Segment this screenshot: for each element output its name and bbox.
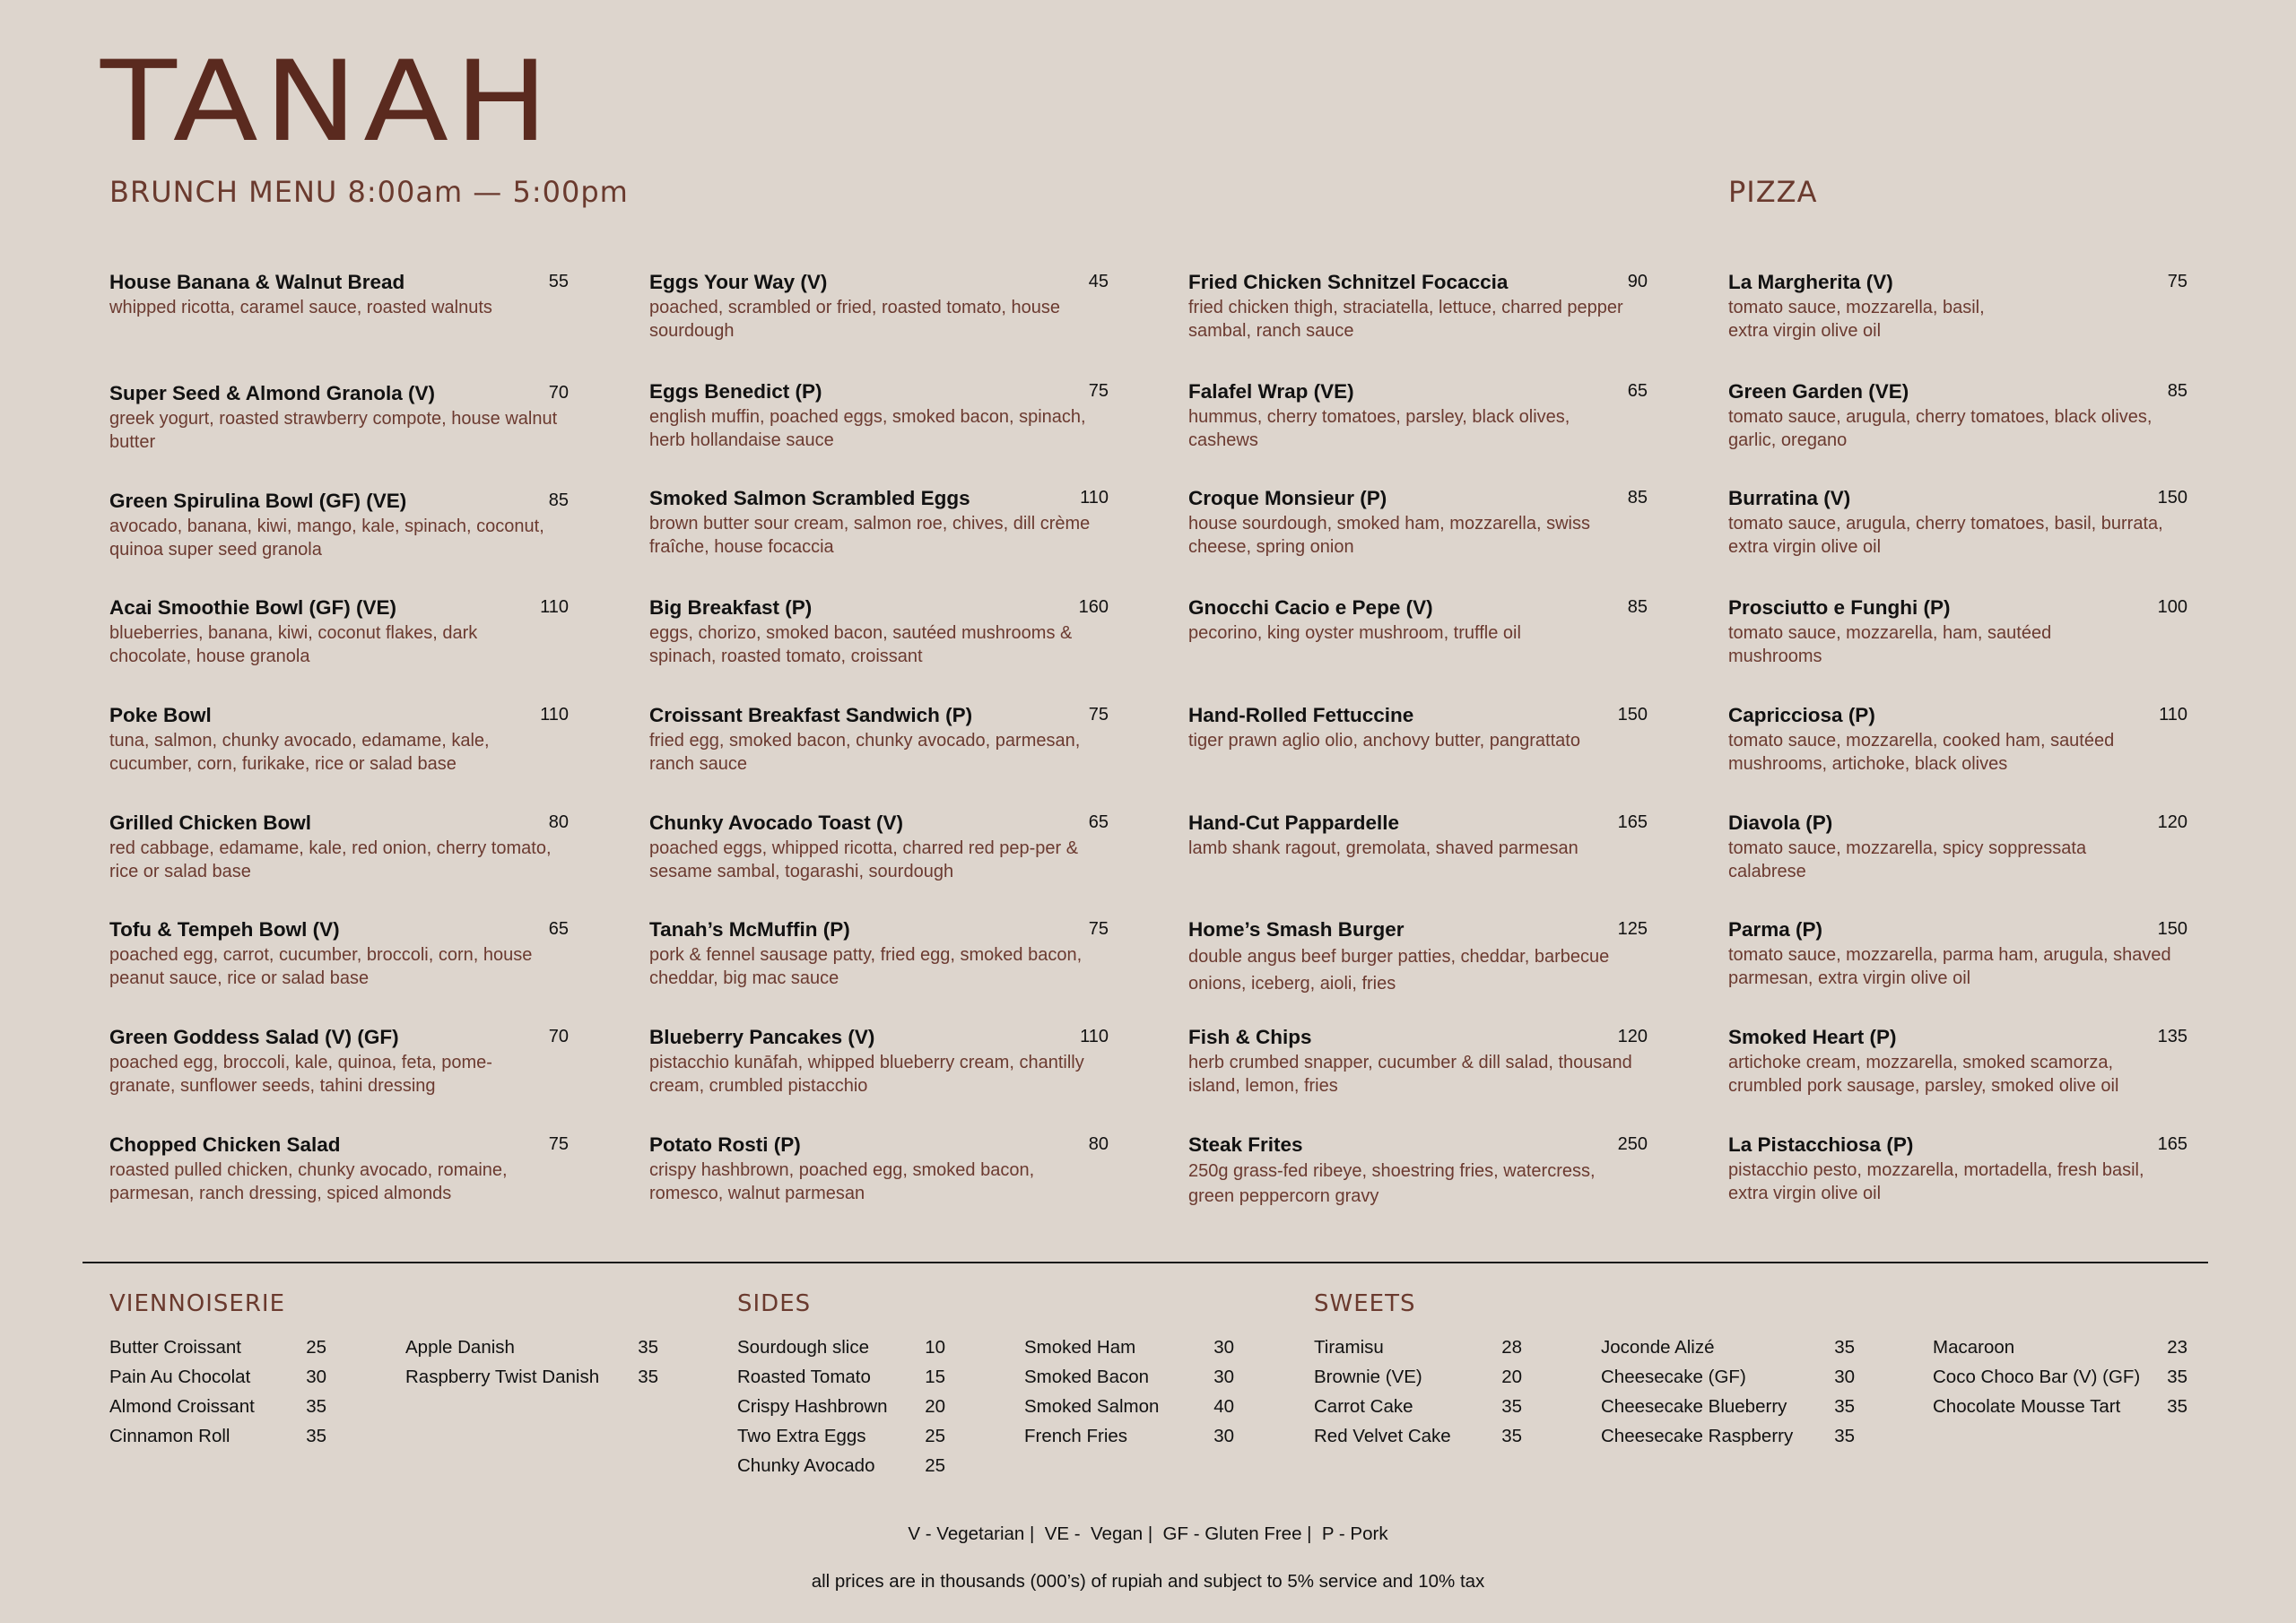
item-price: 150 [2157, 488, 2187, 508]
menu-item [1188, 916, 1648, 997]
list-item-name: Cheesecake (GF) [1601, 1367, 1746, 1387]
list-item-price: 15 [925, 1367, 945, 1387]
list-item [737, 1392, 945, 1421]
list-item-name: Smoked Bacon [1024, 1367, 1150, 1387]
menu-item [1728, 810, 2187, 883]
sweets-list-1 [1314, 1332, 1522, 1451]
item-price: 75 [1088, 919, 1109, 939]
brunch-menu-heading: BRUNCH MENU 8:00am — 5:00pm [109, 175, 629, 209]
list-item-price: 23 [2167, 1337, 2187, 1358]
list-item [1314, 1362, 1522, 1392]
menu-item [649, 702, 1109, 776]
item-description: pecorino, king oyster mushroom, truffle oil [1188, 623, 1521, 643]
item-name: Tanah’s McMuffin (P) [649, 918, 850, 941]
list-item [1601, 1332, 1855, 1362]
menu-item [1728, 378, 2187, 452]
item-name: Home’s Smash Burger [1188, 918, 1405, 941]
list-item-price: 25 [925, 1455, 945, 1476]
item-description: pork & fennel sausage patty, fried egg, smoked bacon, cheddar, big mac sauce [649, 945, 1083, 988]
list-item-price: 10 [925, 1337, 945, 1358]
menu-item [1728, 269, 2187, 343]
list-item-price: 35 [638, 1367, 658, 1387]
item-description: crispy hashbrown, poached egg, smoked bacon, romesco, walnut parmesan [649, 1160, 1035, 1203]
item-name: Croque Monsieur (P) [1188, 487, 1387, 509]
menu-item [109, 1132, 569, 1205]
menu-item [649, 595, 1109, 668]
item-name: Acai Smoothie Bowl (GF) (VE) [109, 596, 397, 619]
item-price: 150 [1617, 705, 1648, 725]
item-description: eggs, chorizo, smoked bacon, sautéed mushrooms & spinach, roasted tomato, croissant [649, 623, 1073, 666]
item-description: whipped ricotta, caramel sauce, roasted walnuts [109, 298, 492, 317]
menu-item [1728, 916, 2187, 990]
item-price: 160 [1078, 597, 1109, 617]
item-price: 70 [548, 1027, 569, 1046]
item-name: Falafel Wrap (VE) [1188, 380, 1354, 403]
list-item [109, 1362, 326, 1392]
item-name: Green Spirulina Bowl (GF) (VE) [109, 490, 407, 512]
list-item [1024, 1421, 1234, 1451]
list-item [1933, 1362, 2187, 1392]
item-description: poached egg, broccoli, kale, quinoa, feta, pome-granate, sunflower seeds, tahini dressing [109, 1053, 492, 1096]
item-price: 65 [1088, 812, 1109, 832]
list-item-price: 35 [306, 1426, 326, 1446]
section-divider [83, 1262, 2208, 1263]
item-description: english muffin, poached eggs, smoked bacon, spinach, herb hollandaise sauce [649, 407, 1086, 450]
menu-item [649, 1132, 1109, 1205]
menu-item [1188, 485, 1648, 559]
list-item-price: 30 [1213, 1426, 1234, 1446]
menu-item [109, 916, 569, 990]
list-item-name: Joconde Alizé [1601, 1337, 1715, 1358]
viennoiserie-list-2 [405, 1332, 658, 1392]
item-name: Green Garden (VE) [1728, 380, 1909, 403]
list-item-name: Red Velvet Cake [1314, 1426, 1451, 1446]
item-price: 80 [548, 812, 569, 832]
item-description: roasted pulled chicken, chunky avocado, romaine, parmesan, ranch dressing, spiced almonds [109, 1160, 508, 1203]
item-price: 165 [2157, 1134, 2187, 1154]
list-item-name: Cheesecake Raspberry [1601, 1426, 1794, 1446]
list-item [737, 1332, 945, 1362]
item-name: Hand-Rolled Fettuccine [1188, 704, 1414, 726]
item-description: pistacchio kunāfah, whipped blueberry cream, chantilly cream, crumbled pistacchio [649, 1053, 1084, 1096]
list-item-name: Cheesecake Blueberry [1601, 1396, 1787, 1417]
item-description: tomato sauce, mozzarella, cooked ham, sautéed mushrooms, artichoke, black olives [1728, 731, 2115, 774]
list-item [737, 1362, 945, 1392]
item-description: 250g grass-fed ribeye, shoestring fries, watercress, green peppercorn gravy [1188, 1161, 1596, 1206]
item-description: house sourdough, smoked ham, mozzarella, swiss cheese, spring onion [1188, 514, 1590, 557]
menu-item [1188, 1024, 1648, 1098]
list-item-price: 35 [1501, 1426, 1522, 1446]
item-name: Steak Frites [1188, 1133, 1303, 1156]
menu-item [1188, 595, 1648, 645]
item-description: tomato sauce, arugula, cherry tomatoes, basil, burrata, extra virgin olive oil [1728, 514, 2163, 557]
menu-item [1728, 595, 2187, 668]
list-item [1314, 1392, 1522, 1421]
item-name: Prosciutto e Funghi (P) [1728, 596, 1951, 619]
list-item-price: 20 [925, 1396, 945, 1417]
item-description: pistacchio pesto, mozzarella, mortadella, fresh basil, extra virgin olive oil [1728, 1160, 2144, 1203]
item-description: tomato sauce, arugula, cherry tomatoes, black olives, garlic, oregano [1728, 407, 2152, 450]
list-item [1024, 1362, 1234, 1392]
menu-item [1188, 378, 1648, 452]
item-name: Chopped Chicken Salad [109, 1133, 341, 1156]
list-item-name: Carrot Cake [1314, 1396, 1413, 1417]
list-item-price: 35 [1834, 1426, 1855, 1446]
list-item [737, 1451, 945, 1480]
item-description: tomato sauce, mozzarella, parma ham, arugula, shaved parmesan, extra virgin olive oil [1728, 945, 2171, 988]
item-name: La Margherita (V) [1728, 271, 1893, 293]
item-price: 65 [548, 919, 569, 939]
item-name: Chunky Avocado Toast (V) [649, 812, 903, 834]
item-name: Smoked Heart (P) [1728, 1026, 1897, 1048]
list-item-name: Tiramisu [1314, 1337, 1384, 1358]
list-item-name: Sourdough slice [737, 1337, 870, 1358]
list-item-price: 35 [1834, 1396, 1855, 1417]
item-price: 45 [1088, 272, 1109, 291]
list-item-price: 30 [1213, 1367, 1234, 1387]
sides-heading: SIDES [737, 1290, 812, 1317]
menu-item [1728, 1024, 2187, 1098]
item-name: Croissant Breakfast Sandwich (P) [649, 704, 973, 726]
menu-item [109, 595, 569, 668]
list-item-name: Butter Croissant [109, 1337, 241, 1358]
brand-title: TANAH [100, 38, 554, 167]
item-name: Gnocchi Cacio e Pepe (V) [1188, 596, 1433, 619]
item-price: 110 [1080, 488, 1109, 508]
item-price: 110 [540, 705, 569, 725]
list-item [109, 1421, 326, 1451]
menu-item [1728, 702, 2187, 776]
menu-item [649, 810, 1109, 883]
list-item [1314, 1421, 1522, 1451]
pizza-heading: PIZZA [1728, 175, 1818, 209]
item-price: 100 [2157, 597, 2187, 617]
item-name: Smoked Salmon Scrambled Eggs [649, 487, 970, 509]
item-name: Eggs Your Way (V) [649, 271, 828, 293]
list-item [405, 1362, 658, 1392]
list-item-price: 28 [1501, 1337, 1522, 1358]
list-item [109, 1392, 326, 1421]
list-item-name: Apple Danish [405, 1337, 515, 1358]
item-price: 85 [1627, 488, 1648, 508]
item-description: tuna, salmon, chunky avocado, edamame, kale, cucumber, corn, furikake, rice or salad base [109, 731, 490, 774]
menu-item [109, 269, 569, 319]
item-price: 55 [548, 272, 569, 291]
item-name: Diavola (P) [1728, 812, 1833, 834]
list-item-name: Chunky Avocado [737, 1455, 875, 1476]
viennoiserie-heading: VIENNOISERIE [109, 1290, 286, 1317]
menu-item [1728, 485, 2187, 559]
list-item-name: Roasted Tomato [737, 1367, 871, 1387]
item-description: hummus, cherry tomatoes, parsley, black olives, cashews [1188, 407, 1570, 450]
list-item-price: 30 [1213, 1337, 1234, 1358]
list-item [1024, 1392, 1234, 1421]
item-price: 120 [1617, 1027, 1648, 1046]
list-item [109, 1332, 326, 1362]
sweets-list-2 [1601, 1332, 1855, 1451]
list-item-price: 35 [1834, 1337, 1855, 1358]
list-item [1601, 1392, 1855, 1421]
menu-item [109, 380, 569, 454]
item-description: poached egg, carrot, cucumber, broccoli, corn, house peanut sauce, rice or salad base [109, 945, 533, 988]
item-name: Poke Bowl [109, 704, 212, 726]
item-description: herb crumbed snapper, cucumber & dill salad, thousand island, lemon, fries [1188, 1053, 1632, 1096]
item-description: tomato sauce, mozzarella, spicy soppressata calabrese [1728, 838, 2087, 881]
menu-item [1188, 702, 1648, 752]
menu-item [649, 485, 1109, 559]
list-item-price: 35 [2167, 1367, 2187, 1387]
list-item-name: Macaroon [1933, 1337, 2015, 1358]
menu-item [109, 488, 569, 561]
item-price: 125 [1617, 919, 1648, 939]
item-price: 70 [548, 383, 569, 403]
list-item-price: 35 [1501, 1396, 1522, 1417]
item-description: fried chicken thigh, straciatella, lettuce, charred pepper sambal, ranch sauce [1188, 298, 1623, 341]
menu-item [1188, 810, 1648, 860]
sweets-heading: SWEETS [1314, 1290, 1416, 1317]
menu-item [649, 378, 1109, 452]
item-name: Eggs Benedict (P) [649, 380, 822, 403]
item-name: Big Breakfast (P) [649, 596, 813, 619]
item-description: greek yogurt, roasted strawberry compote, house walnut butter [109, 409, 558, 452]
item-price: 135 [2157, 1027, 2187, 1046]
list-item [1933, 1392, 2187, 1421]
list-item-price: 35 [638, 1337, 658, 1358]
item-name: Super Seed & Almond Granola (V) [109, 382, 435, 404]
item-price: 75 [1088, 381, 1109, 401]
item-description: red cabbage, edamame, kale, red onion, cherry tomato, rice or salad base [109, 838, 552, 881]
viennoiserie-list-1 [109, 1332, 326, 1451]
list-item-name: Smoked Ham [1024, 1337, 1136, 1358]
item-description: double angus beef burger patties, cheddar, barbecue onions, iceberg, aioli, fries [1188, 947, 1610, 994]
item-description: tomato sauce, mozzarella, basil, extra virgin olive oil [1728, 298, 1985, 341]
menu-item [649, 1024, 1109, 1098]
list-item-price: 25 [925, 1426, 945, 1446]
item-name: Hand-Cut Pappardelle [1188, 812, 1400, 834]
item-name: Green Goddess Salad (V) (GF) [109, 1026, 399, 1048]
menu-item [1728, 1132, 2187, 1205]
sides-list-2 [1024, 1332, 1234, 1451]
sweets-list-3 [1933, 1332, 2187, 1421]
item-description: blueberries, banana, kiwi, coconut flakes, dark chocolate, house granola [109, 623, 478, 666]
item-description: brown butter sour cream, salmon roe, chives, dill crème fraîche, house focaccia [649, 514, 1091, 557]
list-item-price: 40 [1213, 1396, 1234, 1417]
item-name: Potato Rosti (P) [649, 1133, 801, 1156]
item-name: House Banana & Walnut Bread [109, 271, 405, 293]
item-description: artichoke cream, mozzarella, smoked scamorza, crumbled pork sausage, parsley, smoked olive oil [1728, 1053, 2119, 1096]
item-price: 120 [2157, 812, 2187, 832]
menu-item [649, 269, 1109, 343]
item-price: 110 [2159, 705, 2187, 725]
list-item-name: Smoked Salmon [1024, 1396, 1160, 1417]
item-price: 110 [1080, 1027, 1109, 1046]
item-name: La Pistacchiosa (P) [1728, 1133, 1914, 1156]
item-description: lamb shank ragout, gremolata, shaved parmesan [1188, 838, 1578, 858]
list-item [1601, 1362, 1855, 1392]
item-price: 75 [2167, 272, 2187, 291]
item-description: fried egg, smoked bacon, chunky avocado, parmesan, ranch sauce [649, 731, 1081, 774]
list-item-price: 30 [1834, 1367, 1855, 1387]
list-item-price: 30 [306, 1367, 326, 1387]
item-price: 110 [540, 597, 569, 617]
list-item-name: Pain Au Chocolat [109, 1367, 251, 1387]
item-name: Tofu & Tempeh Bowl (V) [109, 918, 340, 941]
menu-item [109, 702, 569, 776]
list-item-name: Cinnamon Roll [109, 1426, 230, 1446]
menu-item [109, 1024, 569, 1098]
dietary-legend: V - Vegetarian | VE - Vegan | GF - Gluten Free | P - Pork [908, 1523, 1388, 1544]
list-item [1933, 1332, 2187, 1362]
list-item-name: Raspberry Twist Danish [405, 1367, 600, 1387]
item-description: avocado, banana, kiwi, mango, kale, spinach, coconut, quinoa super seed granola [109, 516, 544, 560]
item-name: Capricciosa (P) [1728, 704, 1875, 726]
item-price: 80 [1088, 1134, 1109, 1154]
menu-item [1188, 1132, 1648, 1209]
item-name: Fried Chicken Schnitzel Focaccia [1188, 271, 1509, 293]
item-description: poached, scrambled or fried, roasted tomato, house sourdough [649, 298, 1061, 341]
sides-list-1 [737, 1332, 945, 1480]
item-price: 65 [1627, 381, 1648, 401]
menu-item [1188, 269, 1648, 343]
list-item-name: Almond Croissant [109, 1396, 255, 1417]
item-price: 90 [1627, 272, 1648, 291]
menu-item [109, 810, 569, 883]
list-item [1024, 1332, 1234, 1362]
list-item-name: Crispy Hashbrown [737, 1396, 888, 1417]
list-item-price: 20 [1501, 1367, 1522, 1387]
item-description: tomato sauce, mozzarella, ham, sautéed mushrooms [1728, 623, 2052, 666]
item-description: tiger prawn aglio olio, anchovy butter, pangrattato [1188, 731, 1580, 751]
list-item-name: Chocolate Mousse Tart [1933, 1396, 2121, 1417]
item-name: Grilled Chicken Bowl [109, 812, 312, 834]
list-item-price: 25 [306, 1337, 326, 1358]
item-price: 75 [548, 1134, 569, 1154]
item-price: 75 [1088, 705, 1109, 725]
list-item [405, 1332, 658, 1362]
item-price: 85 [548, 490, 569, 510]
item-price: 165 [1617, 812, 1648, 832]
list-item-name: Brownie (VE) [1314, 1367, 1422, 1387]
list-item-price: 35 [2167, 1396, 2187, 1417]
item-price: 85 [2167, 381, 2187, 401]
list-item [1601, 1421, 1855, 1451]
menu-item [649, 916, 1109, 990]
list-item [1314, 1332, 1522, 1362]
item-description: poached eggs, whipped ricotta, charred red pep-per & sesame sambal, togarashi, sourdough [649, 838, 1079, 881]
tax-note: all prices are in thousands (000’s) of rupiah and subject to 5% service and 10% tax [811, 1571, 1485, 1592]
item-price: 250 [1617, 1134, 1648, 1154]
list-item [737, 1421, 945, 1451]
list-item-price: 35 [306, 1396, 326, 1417]
item-name: Fish & Chips [1188, 1026, 1312, 1048]
list-item-name: Coco Choco Bar (V) (GF) [1933, 1367, 2141, 1387]
item-price: 85 [1627, 597, 1648, 617]
item-name: Burratina (V) [1728, 487, 1851, 509]
list-item-name: French Fries [1024, 1426, 1128, 1446]
item-price: 150 [2157, 919, 2187, 939]
item-name: Parma (P) [1728, 918, 1823, 941]
list-item-name: Two Extra Eggs [737, 1426, 866, 1446]
item-name: Blueberry Pancakes (V) [649, 1026, 875, 1048]
